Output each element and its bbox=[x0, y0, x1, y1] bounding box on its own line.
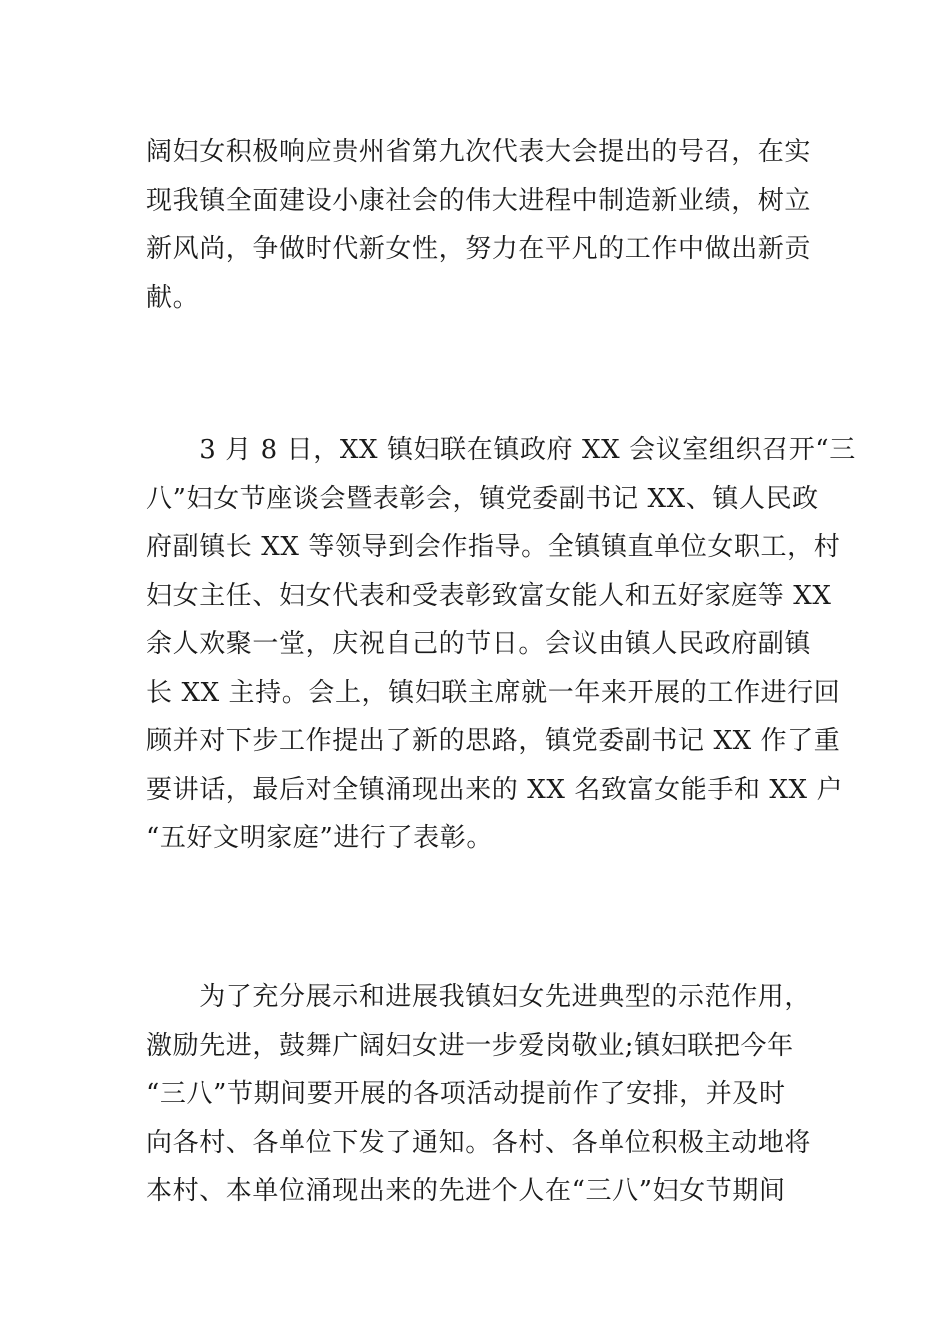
text-line: 阔妇女积极响应贵州省第九次代表大会提出的号召，在实 bbox=[146, 137, 812, 167]
text-line: 新风尚，争做时代新女性，努力在平凡的工作中做出新贡 bbox=[146, 234, 812, 264]
text-line: 八”妇女节座谈会暨表彰会，镇党委副书记 XX、镇人民政 bbox=[146, 483, 819, 514]
text-line: “五好文明家庭”进行了表彰。 bbox=[146, 823, 493, 853]
text-line: 现我镇全面建设小康社会的伟大进程中制造新业绩，树立 bbox=[146, 185, 812, 216]
text-line: 本村、本单位涌现出来的先进个人在“三八”妇女节期间 bbox=[146, 1176, 786, 1206]
text-line: 激励先进，鼓舞广阔妇女进一步爱岗敬业;镇妇联把今年 bbox=[146, 1030, 794, 1061]
paragraph-2 bbox=[146, 426, 856, 863]
paragraph-3 bbox=[146, 973, 816, 1216]
text-line: 献。 bbox=[146, 282, 200, 313]
text-line: 要讲话，最后对全镇涌现出来的 XX 名致富女能手和 XX 户 bbox=[146, 774, 844, 805]
text-line: 顾并对下步工作提出了新的思路，镇党委副书记 XX 作了重 bbox=[146, 726, 841, 756]
text-line: 府副镇长 XX 等领导到会作指导。全镇镇直单位女职工，村 bbox=[146, 532, 841, 562]
text-line: 余人欢聚一堂，庆祝自己的节日。会议由镇人民政府副镇 bbox=[146, 629, 812, 659]
text-line: “三八”节期间要开展的各项活动提前作了安排，并及时 bbox=[146, 1079, 786, 1109]
text-line: 长 XX 主持。会上，镇妇联主席就一年来开展的工作进行回 bbox=[146, 677, 841, 708]
paragraph-1 bbox=[146, 128, 816, 322]
text-line: 3 月 8 日，XX 镇妇联在镇政府 XX 会议室组织召开“三 bbox=[146, 435, 856, 465]
text-line: 向各村、各单位下发了通知。各村、各单位积极主动地将 bbox=[146, 1127, 812, 1158]
text-line: 妇女主任、妇女代表和受表彰致富女能人和五好家庭等 XX bbox=[146, 580, 832, 611]
text-line: 为了充分展示和进展我镇妇女先进典型的示范作用， bbox=[146, 982, 812, 1012]
